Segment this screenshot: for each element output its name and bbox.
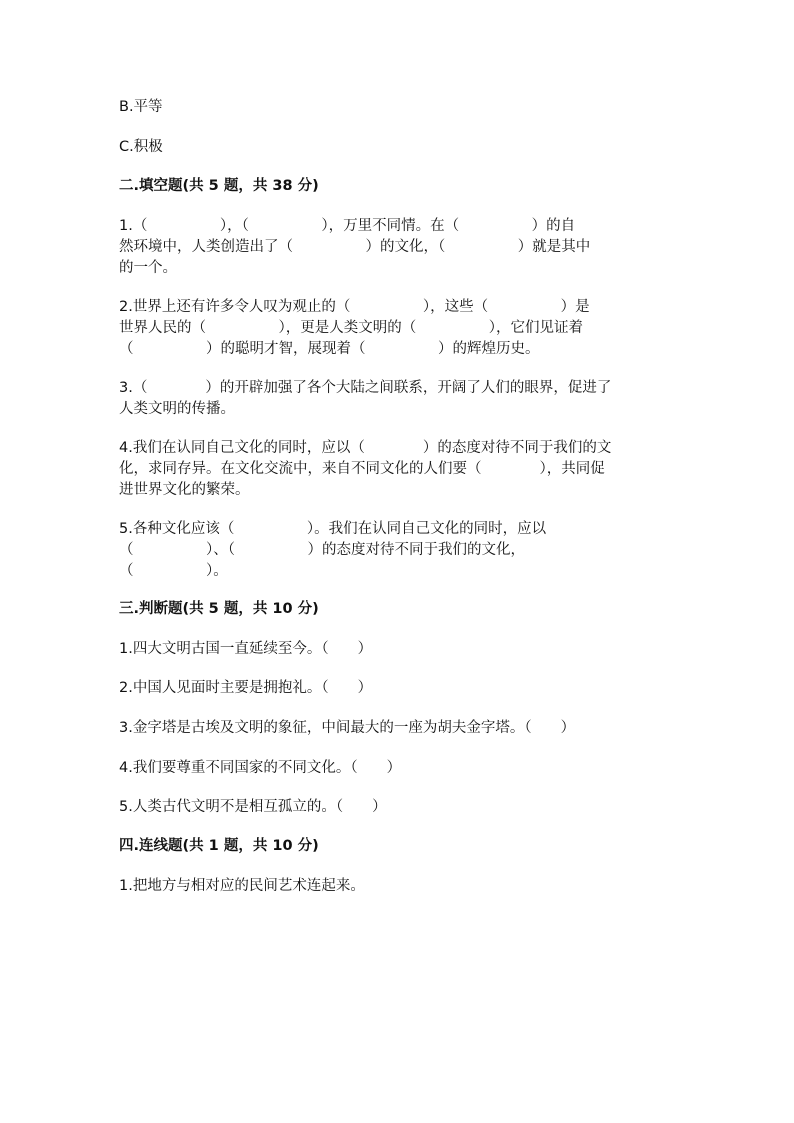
fill-q1-line2: 然环境中，人类创造出了（ ）的文化，（ ）就是其中 xyxy=(119,239,591,255)
judge-q4: 4.我们要尊重不同国家的不同文化。（ ） xyxy=(119,760,402,776)
fill-q4-line3: 进世界文化的繁荣。 xyxy=(119,482,250,498)
section-heading-matching: 四.连线题(共 1 题，共 10 分) xyxy=(119,838,319,854)
judge-q5: 5.人类古代文明不是相互孤立的。（ ） xyxy=(119,799,387,815)
fill-q4-line1: 4.我们在认同自己文化的同时，应以（ ）的态度对待不同于我们的文 xyxy=(119,440,612,456)
fill-q2-line1: 2.世界上还有许多令人叹为观止的（ ），这些（ ）是 xyxy=(119,299,590,315)
fill-q2-line2: 世界人民的（ ），更是人类文明的（ ），它们见证着 xyxy=(119,320,583,336)
section-heading-judge: 三.判断题(共 5 题，共 10 分) xyxy=(119,601,319,617)
option-c: C.积极 xyxy=(119,139,163,155)
fill-q3-line2: 人类文明的传播。 xyxy=(119,401,235,417)
matching-q1: 1.把地方与相对应的民间艺术连起来。 xyxy=(119,878,365,894)
fill-q5-line1: 5.各种文化应该（ ）。我们在认同自己文化的同时，应以 xyxy=(119,521,547,537)
fill-q2-line3: （ ）的聪明才智，展现着（ ）的辉煌历史。 xyxy=(119,341,540,357)
fill-q1-line1: 1.（ ），（ ），万里不同情。在（ ）的自 xyxy=(119,218,576,234)
fill-q5-line3: （ ）。 xyxy=(119,563,228,579)
option-b: B.平等 xyxy=(119,99,163,115)
judge-q3: 3.金字塔是古埃及文明的象征，中间最大的一座为胡夫金字塔。（ ） xyxy=(119,720,576,736)
fill-q5-line2: （ ）、（ ）的态度对待不同于我们的文化， xyxy=(119,542,525,558)
section-heading-fill-blank: 二.填空题(共 5 题，共 38 分) xyxy=(119,178,319,194)
fill-q3-line1: 3.（ ）的开辟加强了各个大陆之间联系，开阔了人们的眼界，促进了 xyxy=(119,380,612,396)
fill-q1-line3: 的一个。 xyxy=(119,260,177,276)
fill-q4-line2: 化，求同存异。在文化交流中，来自不同文化的人们要（ ），共同促 xyxy=(119,461,605,477)
judge-q1: 1.四大文明古国一直延续至今。（ ） xyxy=(119,641,373,657)
judge-q2: 2.中国人见面时主要是拥抱礼。（ ） xyxy=(119,680,373,696)
